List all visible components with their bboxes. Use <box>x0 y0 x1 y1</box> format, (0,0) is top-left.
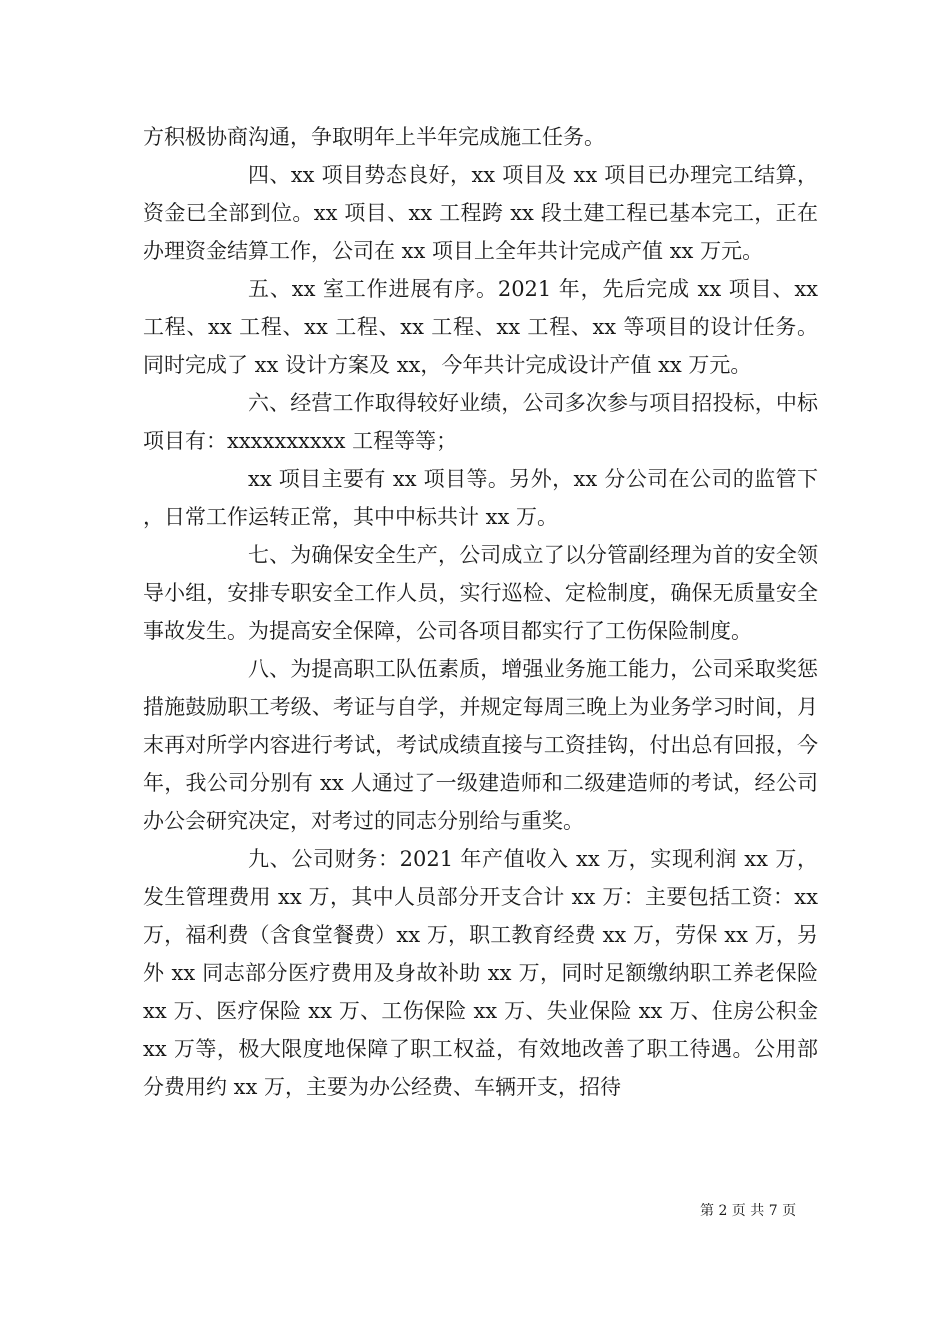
page-number: 第 2 页 共 7 页 <box>700 1203 797 1219</box>
paragraph-section-4: 四、xx 项目势态良好，xx 项目及 xx 项目已办理完工结算，资金已全部到位。xx 项目、xx 工程跨 xx 段土建工程已基本完工，正在办理资金结算工作，公司在 xx 项目上全年共计完成产值 xx 万元。 <box>143 163 818 263</box>
paragraph-continuation: 方积极协商沟通，争取明年上半年完成施工任务。 <box>143 125 605 149</box>
paragraph-section-7: 七、为确保安全生产，公司成立了以分管副经理为首的安全领导小组，安排专职安全工作人员，实行巡检、定检制度，确保无质量安全事故发生。为提高安全保障，公司各项目都实行了工伤保险制度。 <box>143 543 818 643</box>
paragraph-section-6-detail: xx 项目主要有 xx 项目等。另外，xx 分公司在公司的监管下，日常工作运转正常，其中中标共计 xx 万。 <box>143 467 818 529</box>
paragraph-section-6: 六、经营工作取得较好业绩，公司多次参与项目招投标，中标项目有：xxxxxxxxxx 工程等等； <box>143 391 818 453</box>
paragraph-section-5: 五、xx 室工作进展有序。2021 年，先后完成 xx 项目、xx 工程、xx 工程、xx 工程、xx 工程、xx 工程、xx 等项目的设计任务。同时完成了 xx 设计方案及 xx，今年共计完成设计产值 xx 万元。 <box>143 277 818 377</box>
document-body <box>143 118 818 1106</box>
paragraph-section-8: 八、为提高职工队伍素质，增强业务施工能力，公司采取奖惩措施鼓励职工考级、考证与自学，并规定每周三晚上为业务学习时间，月末再对所学内容进行考试，考试成绩直接与工资挂钩，付出总有回报，今年，我公司分别有 xx 人通过了一级建造师和二级建造师的考试，经公司办公会研究决定，对考过的同志分别给与重奖。 <box>143 657 818 833</box>
paragraph-section-9: 九、公司财务：2021 年产值收入 xx 万，实现利润 xx 万，发生管理费用 xx 万，其中人员部分开支合计 xx 万：主要包括工资：xx 万，福利费（含食堂餐费）xx 万，职工教育经费 xx 万，劳保 xx 万，另外 xx 同志部分医疗费用及身故补助 xx 万，同时足额缴纳职工养老保险 xx 万、医疗保险 xx 万、工伤保险 xx 万、失业保险 xx 万、住房公积金 xx 万等，极大限度地保障了职工权益，有效地改善了职工待遇。公用部分费用约 xx 万，主要为办公经费、车辆开支，招待 <box>143 847 818 1099</box>
